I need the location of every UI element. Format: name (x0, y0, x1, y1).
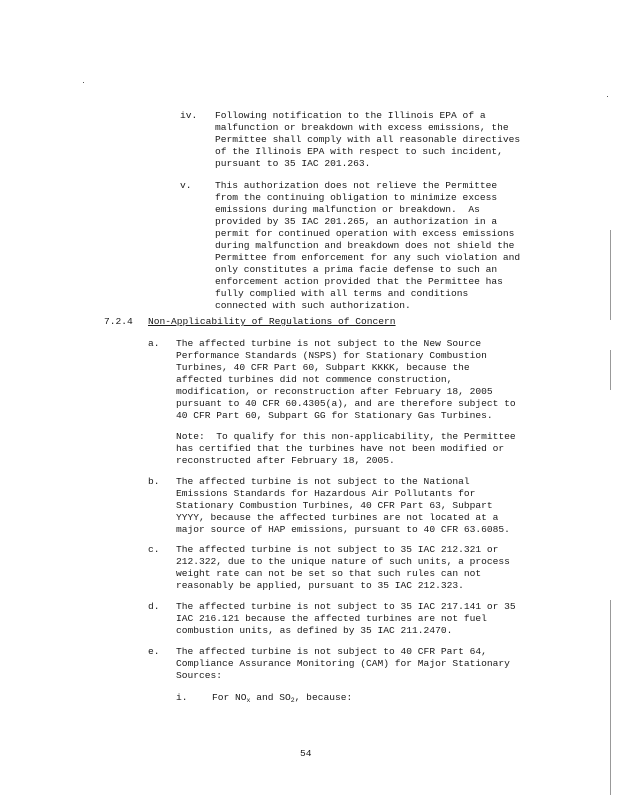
item-iv-line: Following notification to the Illinois EPA of a (215, 110, 486, 121)
item-e-i-label: i. (176, 692, 188, 703)
item-v-line: This authorization does not relieve the Permittee (215, 180, 498, 191)
item-iv-line: pursuant to 35 IAC 201.263. (215, 158, 371, 169)
item-b-line: YYYY, because the affected turbines are not located at a (176, 512, 499, 523)
item-v-line: only constitutes a prima facie defense to such an (215, 264, 498, 275)
item-a-line: pursuant to 40 CFR 60.4305(a), and are therefore subject to (176, 398, 516, 409)
item-v-line: emissions during malfunction or breakdown. As (215, 204, 480, 215)
item-c-line: weight rate can not be set so that such rules can not (176, 568, 482, 579)
item-c-label: c. (148, 544, 160, 555)
item-v-line: provided by 35 IAC 201.265, an authorization in a (215, 216, 498, 227)
item-b-label: b. (148, 476, 160, 487)
item-c-line: reasonably be applied, pursuant to 35 IAC 212.323. (176, 580, 464, 591)
page-number: 54 (300, 748, 312, 759)
scan-speck (83, 82, 84, 83)
item-b-line: Stationary Combustion Turbines, 40 CFR Part 63, Subpart (176, 500, 493, 511)
item-v-label: v. (180, 180, 192, 191)
section-heading: Non-Applicability of Regulations of Concern (148, 316, 396, 327)
item-e-line: The affected turbine is not subject to 40 CFR Part 64, (176, 646, 487, 657)
item-a-line: Turbines, 40 CFR Part 60, Subpart KKKK, because the (176, 362, 470, 373)
item-b-line: The affected turbine is not subject to the National (176, 476, 470, 487)
item-a-label: a. (148, 338, 160, 349)
item-e-label: e. (148, 646, 160, 657)
item-e-i-prefix: For NO (212, 692, 247, 703)
scan-edge-mark (610, 230, 611, 320)
item-a-line: affected turbines did not commence construction, (176, 374, 453, 385)
item-e-i-text (212, 692, 352, 707)
item-a-note-line: reconstructed after February 18, 2005. (176, 455, 395, 466)
item-e-i-suffix: , because: (294, 692, 353, 703)
item-b-line: Emissions Standards for Hazardous Air Pollutants for (176, 488, 476, 499)
item-v-line: permit for continued operation with excess emissions (215, 228, 515, 239)
item-v-line: fully complied with all terms and conditions (215, 288, 469, 299)
scan-edge-mark (610, 600, 611, 795)
item-e-line: Sources: (176, 670, 223, 681)
item-v-line: connected with such authorization. (215, 300, 411, 311)
item-v-line: Permittee from enforcement for any such violation and (215, 252, 521, 263)
item-c-line: The affected turbine is not subject to 35 IAC 212.321 or (176, 544, 499, 555)
item-d-line: combustion units, as defined by 35 IAC 211.2470. (176, 625, 453, 636)
item-v-line: from the continuing obligation to minimize excess (215, 192, 498, 203)
scan-speck (607, 96, 608, 97)
item-iv-line: of the Illinois EPA with respect to such incident, (215, 146, 503, 157)
item-e-line: Compliance Assurance Monitoring (CAM) for Major Stationary (176, 658, 510, 669)
item-a-line: The affected turbine is not subject to the New Source (176, 338, 482, 349)
item-v-line: enforcement action provided that the Permittee has (215, 276, 503, 287)
item-d-line: The affected turbine is not subject to 35 IAC 217.141 or 35 (176, 601, 516, 612)
item-e-i-subscript-x: x (246, 697, 251, 704)
item-iv-line: Permittee shall comply with all reasonable directives (215, 134, 521, 145)
scan-edge-mark (610, 350, 611, 390)
section-number: 7.2.4 (104, 316, 133, 327)
item-d-label: d. (148, 601, 160, 612)
item-d-line: IAC 216.121 because the affected turbines are not fuel (176, 613, 487, 624)
item-iv-line: malfunction or breakdown with excess emissions, the (215, 122, 509, 133)
item-v-line: during malfunction and breakdown does not shield the (215, 240, 515, 251)
item-e-i-middle: and SO (250, 692, 291, 703)
item-a-line: Performance Standards (NSPS) for Stationary Combustion (176, 350, 487, 361)
item-a-line: modification, or reconstruction after February 18, 2005 (176, 386, 493, 397)
item-iv-label: iv. (180, 110, 198, 121)
item-a-note-line: Note: To qualify for this non-applicability, the Permittee (176, 431, 516, 442)
item-b-line: major source of HAP emissions, pursuant to 40 CFR 63.6085. (176, 524, 510, 535)
item-a-line: 40 CFR Part 60, Subpart GG for Stationary Gas Turbines. (176, 410, 493, 421)
item-c-line: 212.322, due to the unique nature of such units, a process (176, 556, 510, 567)
item-e-i-subscript-2: 2 (290, 697, 295, 704)
item-a-note-line: has certified that the turbines have not been modified or (176, 443, 505, 454)
